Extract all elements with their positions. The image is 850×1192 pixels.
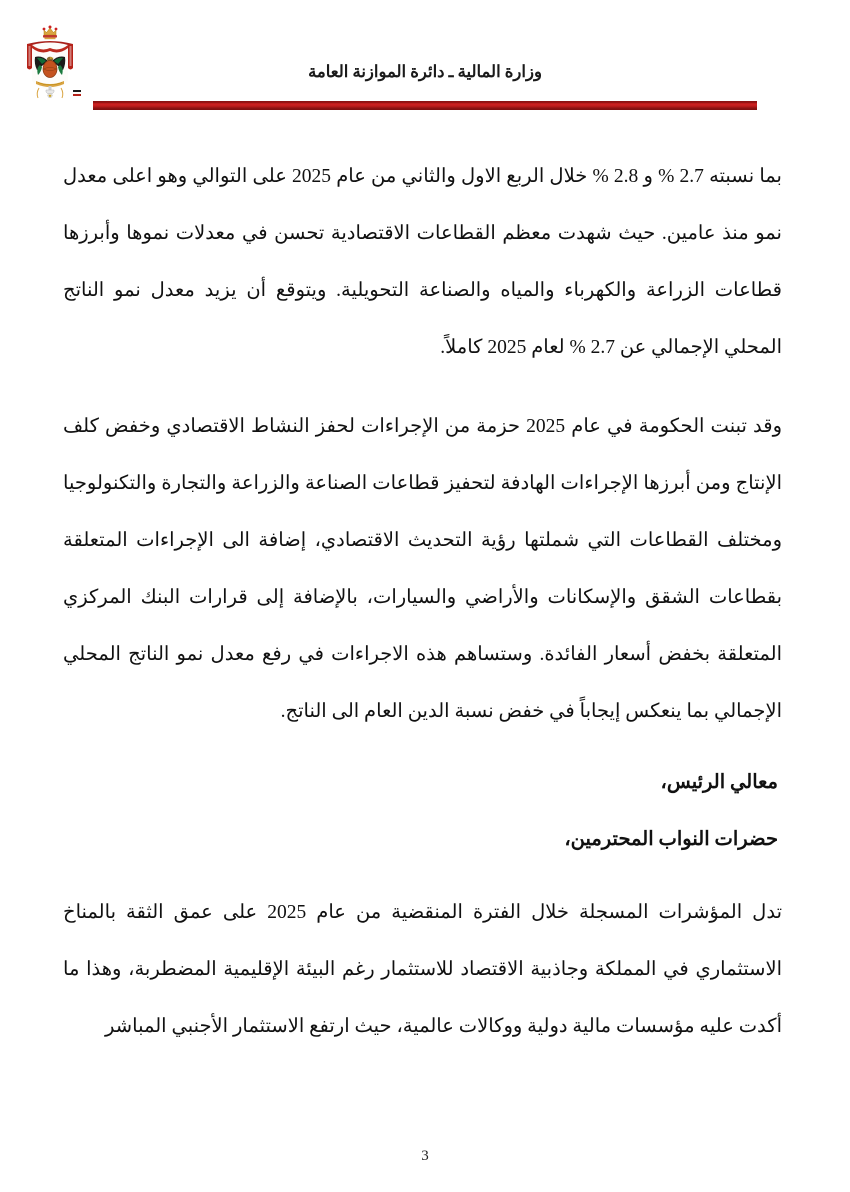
paragraph-growth-rates: بما نسبته 2.7 % و 2.8 % خلال الربع الاول والثاني من عام 2025 على التوالي وهو اعلى معدل نمو منذ عامين. حيث شهدت معظم القطاعات الاقتصادية تحسن في معدلات نموها وأبرزها قطاعات الزراعة والكهرباء والمياه والصناعة التحويلية. ويتوقع أن يزيد معدل نمو الناتج المحلي الإجمالي عن 2.7 % لعام 2025 كاملاً. [63, 166, 782, 358]
header-title: وزارة المالية ـ دائرة الموازنة العامة [308, 62, 542, 81]
document-body [63, 148, 782, 1072]
salutation-president: معالي الرئيس، [660, 772, 778, 793]
header-divider-rule [93, 101, 757, 110]
paragraph-government-measures: وقد تبنت الحكومة في عام 2025 حزمة من الإجراءات لحفز النشاط الاقتصادي وخفض كلف الإنتاج ومن أبرزها الإجراءات الهادفة لتحفيز قطاعات الصناعة والزراعة والتجارة والتكنولوجيا ومختلف القطاعات التي شملتها رؤية التحديث الاقتصادي، إضافة الى الإجراءات المتعلقة بقطاعات الشقق والإسكانات والأراضي والسيارات، بالإضافة إلى قرارات البنك المركزي المتعلقة بخفض أسعار الفائدة. وستساهم هذه الاجراءات في رفع معدل نمو الناتج المحلي الإجمالي بما ينعكس إيجاباً في خفض نسبة الدين العام الى الناتج. [63, 416, 782, 722]
paragraph-investment-climate: تدل المؤشرات المسجلة خلال الفترة المنقضية من عام 2025 على عمق الثقة بالمناخ الاستثماري في المملكة وجاذبية الاقتصاد للاستثمار رغم البيئة الإقليمية المضطربة، وهذا ما أكدت عليه مؤسسات مالية دولية ووكالات عالمية، حيث ارتفع الاستثمار الأجنبي المباشر [63, 902, 782, 1037]
page-header [0, 0, 850, 120]
page-number: 3 [421, 1148, 429, 1164]
salutation-deputies: حضرات النواب المحترمين، [564, 829, 778, 850]
